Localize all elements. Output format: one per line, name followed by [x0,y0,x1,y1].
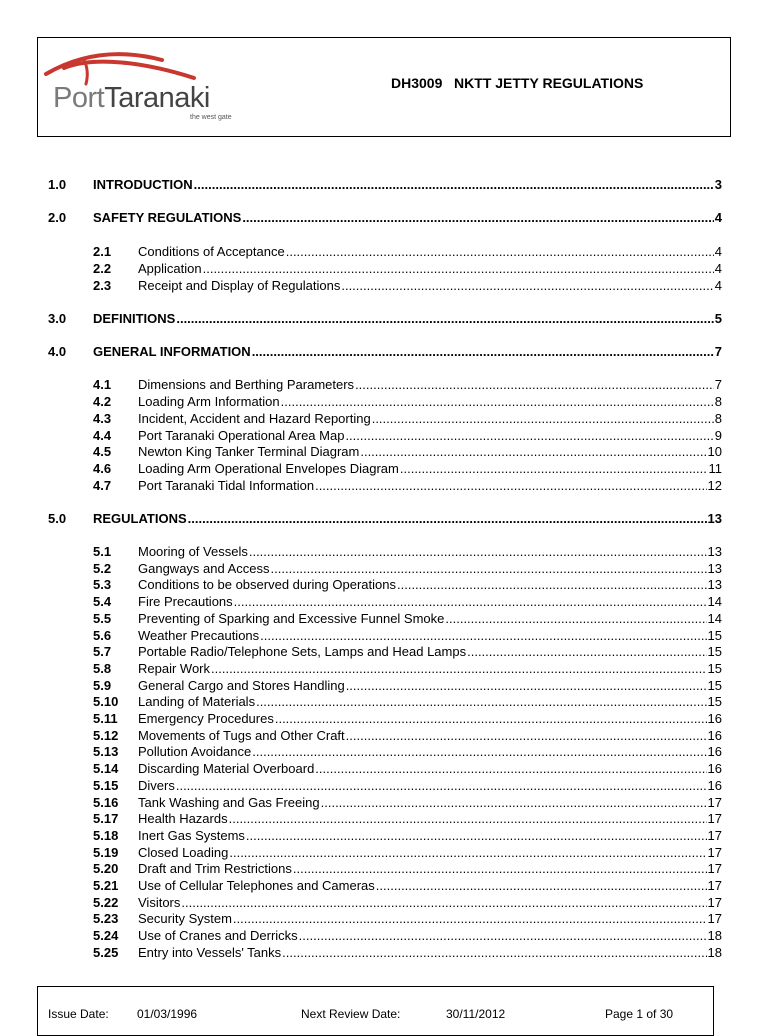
toc-title: Dimensions and Berthing Parameters [138,377,355,392]
toc-number: 4.2 [93,394,112,409]
toc-page-number: 14 [707,611,722,626]
toc-entry[interactable] [0,477,768,494]
toc-dot-leader [234,593,707,610]
toc-title: Conditions to be observed during Operations [138,577,396,592]
doc-title-text: NKTT JETTY REGULATIONS [454,75,644,91]
toc-entry[interactable] [0,209,768,226]
toc-entry[interactable] [0,844,768,861]
toc-entry[interactable] [0,576,768,593]
toc-page-number: 17 [707,828,722,843]
toc-dot-leader [372,410,714,427]
toc-title: Tank Washing and Gas Freeing [138,795,320,810]
toc-page-number: 4 [714,244,722,259]
toc-title: Port Taranaki Operational Area Map [138,428,345,443]
toc-entry[interactable] [0,810,768,827]
toc-page-number: 17 [707,861,722,876]
toc-number: 5.5 [93,611,112,626]
toc-number: 5.7 [93,644,112,659]
toc-page-number: 13 [707,577,722,592]
toc-number: 2.2 [93,261,112,276]
toc-title: Fire Precautions [138,594,233,609]
toc-entry[interactable] [0,877,768,894]
toc-page-number: 15 [707,644,722,659]
toc-entry[interactable] [0,910,768,927]
toc-page-number: 16 [707,744,722,759]
toc-entry[interactable] [0,443,768,460]
toc-number: 1.0 [48,177,67,192]
toc-page-number: 4 [714,210,722,225]
toc-number: 5.10 [93,694,119,709]
toc-entry[interactable] [0,677,768,694]
toc-dot-leader [252,743,706,760]
toc-number: 5.24 [93,928,119,943]
toc-number: 3.0 [48,311,67,326]
toc-page-number: 4 [714,278,722,293]
toc-number: 4.1 [93,377,112,392]
toc-title: Application [138,261,202,276]
toc-dot-leader [233,910,707,927]
toc-number: 5.19 [93,845,119,860]
toc-page-number: 13 [707,511,722,526]
toc-title: Receipt and Display of Regulations [138,278,341,293]
toc-title: Inert Gas Systems [138,828,245,843]
toc-dot-leader [229,844,706,861]
toc-dot-leader [293,860,707,877]
toc-page-number: 5 [714,311,722,326]
toc-page-number: 16 [707,728,722,743]
toc-number: 4.4 [93,428,112,443]
toc-entry[interactable] [0,944,768,961]
toc-dot-leader [282,944,706,961]
toc-number: 5.18 [93,828,119,843]
toc-dot-leader [376,877,707,894]
toc-dot-leader [321,794,707,811]
toc-number: 5.17 [93,811,119,826]
toc-number: 4.3 [93,411,112,426]
toc-page-number: 4 [714,261,722,276]
toc-number: 4.6 [93,461,112,476]
toc-page-number: 7 [714,377,722,392]
logo-word-taranaki: Taranaki [104,82,210,114]
toc-dot-leader [315,760,706,777]
toc-entry[interactable] [0,777,768,794]
toc-dot-leader [355,376,714,393]
toc-title: Divers [138,778,175,793]
toc-title: Loading Arm Information [138,394,280,409]
toc-title: Loading Arm Operational Envelopes Diagram [138,461,399,476]
toc-dot-leader [345,427,713,444]
toc-entry[interactable] [0,460,768,477]
toc-page-number: 16 [707,761,722,776]
toc-page-number: 7 [714,344,722,359]
toc-entry[interactable] [0,794,768,811]
toc-title: Health Hazards [138,811,228,826]
toc-page-number: 17 [707,911,722,926]
toc-entry[interactable] [0,643,768,660]
toc-page-number: 17 [707,878,722,893]
toc-entry[interactable] [0,510,768,527]
toc-title: Portable Radio/Telephone Sets, Lamps and Head Lamps [138,644,467,659]
toc-title: Preventing of Sparking and Excessive Funnel Smoke [138,611,445,626]
toc-title: Closed Loading [138,845,229,860]
issue-date-label: Issue Date: [48,1007,109,1021]
issue-date-value: 01/03/1996 [137,1007,198,1021]
toc-page-number: 17 [707,811,722,826]
toc-number: 2.1 [93,244,112,259]
toc-page-number: 17 [707,845,722,860]
toc-dot-leader [281,393,714,410]
logo-word-port: Port [53,82,105,114]
toc-dot-leader [400,460,708,477]
toc-entry[interactable] [0,593,768,610]
toc-dot-leader [275,710,707,727]
toc-dot-leader [445,610,706,627]
toc-entry[interactable] [0,260,768,277]
toc-title: Mooring of Vessels [138,544,248,559]
toc-dot-leader [229,810,707,827]
toc-title: SAFETY REGULATIONS [93,210,242,225]
toc-page-number: 11 [708,461,722,476]
toc-page-number: 16 [707,711,722,726]
toc-title: Entry into Vessels' Tanks [138,945,282,960]
toc-dot-leader [360,443,706,460]
toc-number: 5.23 [93,911,119,926]
toc-entry[interactable] [0,710,768,727]
toc-number: 5.1 [93,544,112,559]
toc-entry[interactable] [0,543,768,560]
toc-number: 5.8 [93,661,112,676]
toc-page-number: 17 [707,895,722,910]
toc-title: General Cargo and Stores Handling [138,678,345,693]
toc-number: 4.0 [48,344,67,359]
toc-entry[interactable] [0,410,768,427]
toc-entry[interactable] [0,693,768,710]
toc-dot-leader [252,343,714,360]
toc-dot-leader [242,209,713,226]
toc-entry[interactable] [0,627,768,644]
toc-entry[interactable] [0,660,768,677]
toc-entry[interactable] [0,610,768,627]
toc-number: 5.20 [93,861,119,876]
toc-number: 5.3 [93,577,112,592]
toc-dot-leader [315,477,706,494]
toc-number: 5.14 [93,761,119,776]
toc-number: 5.15 [93,778,119,793]
toc-page-number: 15 [707,628,722,643]
toc-title: Newton King Tanker Terminal Diagram [138,444,360,459]
toc-number: 5.9 [93,678,112,693]
toc-number: 4.7 [93,478,112,493]
toc-dot-leader [194,176,714,193]
toc-title: Movements of Tugs and Other Craft [138,728,345,743]
toc-page-number: 3 [714,177,722,192]
toc-title: Landing of Materials [138,694,256,709]
toc-entry[interactable] [0,894,768,911]
toc-page-number: 15 [707,678,722,693]
toc-page-number: 17 [707,795,722,810]
toc-page-number: 18 [707,928,722,943]
toc-title: Draft and Trim Restrictions [138,861,292,876]
toc-page-number: 8 [714,411,722,426]
toc-title: Conditions of Acceptance [138,244,285,259]
toc-dot-leader [203,260,714,277]
toc-number: 5.13 [93,744,119,759]
toc-title: Use of Cellular Telephones and Cameras [138,878,375,893]
toc-page-number: 15 [707,694,722,709]
toc-title: Security System [138,911,232,926]
toc-dot-leader [467,643,706,660]
page-info: Page 1 of 30 [605,1007,674,1021]
toc-entry[interactable] [0,560,768,577]
toc-page-number: 14 [707,594,722,609]
toc-page-number: 8 [714,394,722,409]
toc-number: 5.4 [93,594,112,609]
toc-dot-leader [256,693,706,710]
toc-dot-leader [181,894,706,911]
toc-number: 5.2 [93,561,112,576]
toc-title: DEFINITIONS [93,311,176,326]
doc-code: DH3009 [391,75,443,91]
toc-dot-leader [260,627,706,644]
toc-number: 5.25 [93,945,119,960]
review-date-value: 30/11/2012 [446,1007,506,1021]
toc-page-number: 9 [714,428,722,443]
toc-entry[interactable] [0,427,768,444]
document-footer [37,986,714,1036]
toc-entry[interactable] [0,760,768,777]
toc-title: Visitors [138,895,181,910]
toc-entry[interactable] [0,343,768,360]
toc-number: 2.3 [93,278,112,293]
toc-dot-leader [286,243,714,260]
toc-page-number: 15 [707,661,722,676]
toc-number: 5.11 [93,711,118,726]
toc-entry[interactable] [0,860,768,877]
toc-dot-leader [249,543,707,560]
toc-title: REGULATIONS [93,511,187,526]
toc-entry[interactable] [0,727,768,744]
review-date-label: Next Review Date: [301,1007,401,1021]
toc-entry[interactable] [0,376,768,393]
toc-entry[interactable] [0,927,768,944]
toc-dot-leader [346,727,707,744]
toc-page-number: 12 [707,478,722,493]
toc-entry[interactable] [0,243,768,260]
toc-page-number: 16 [707,778,722,793]
toc-number: 5.12 [93,728,119,743]
toc-entry[interactable] [0,743,768,760]
toc-title: Emergency Procedures [138,711,274,726]
toc-dot-leader [176,777,707,794]
toc-dot-leader [246,827,707,844]
toc-dot-leader [341,277,713,294]
logo-tagline: the west gate [190,114,232,121]
toc-entry[interactable] [0,393,768,410]
toc-dot-leader [176,310,713,327]
toc-title: GENERAL INFORMATION [93,344,251,359]
toc-dot-leader [397,576,707,593]
toc-title: Use of Cranes and Derricks [138,928,298,943]
toc-page-number: 10 [707,444,722,459]
toc-page-number: 13 [707,544,722,559]
toc-dot-leader [211,660,707,677]
toc-entry[interactable] [0,310,768,327]
toc-title: Discarding Material Overboard [138,761,315,776]
toc-title: Gangways and Access [138,561,270,576]
toc-entry[interactable] [0,176,768,193]
toc-page-number: 18 [707,945,722,960]
toc-title: Repair Work [138,661,211,676]
toc-dot-leader [271,560,707,577]
toc-number: 5.6 [93,628,112,643]
toc-page-number: 13 [707,561,722,576]
toc-number: 4.5 [93,444,112,459]
toc-number: 5.22 [93,895,119,910]
toc-dot-leader [346,677,707,694]
toc-number: 5.16 [93,795,119,810]
toc-title: Port Taranaki Tidal Information [138,478,315,493]
toc-number: 5.21 [93,878,119,893]
toc-number: 2.0 [48,210,67,225]
toc-dot-leader [188,510,707,527]
toc-entry[interactable] [0,277,768,294]
toc-title: Weather Precautions [138,628,260,643]
toc-title: INTRODUCTION [93,177,193,192]
toc-title: Incident, Accident and Hazard Reporting [138,411,371,426]
toc-number: 5.0 [48,511,67,526]
toc-entry[interactable] [0,827,768,844]
toc-dot-leader [299,927,707,944]
toc-title: Pollution Avoidance [138,744,252,759]
